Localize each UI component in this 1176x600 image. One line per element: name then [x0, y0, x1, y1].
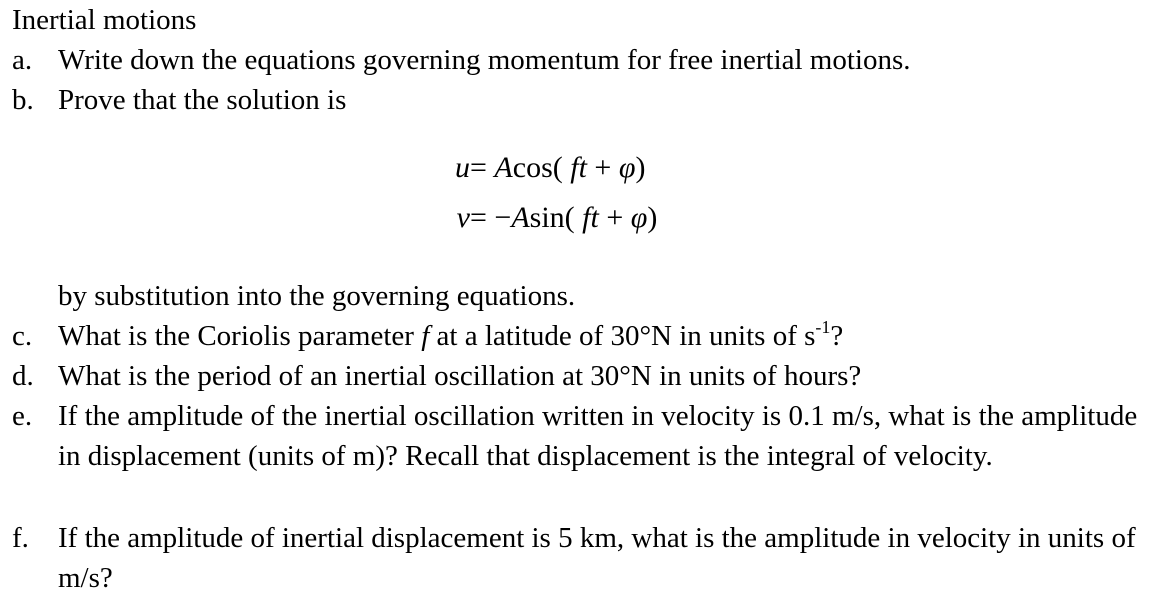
question-f-marker: f. — [12, 522, 29, 554]
question-f — [12, 518, 1152, 598]
question-b-marker: b. — [12, 84, 34, 116]
question-b-continuation: by substitution into the governing equations. — [58, 280, 576, 312]
question-d-text: What is the period of an inertial oscillation at 30°N in units of hours? — [58, 360, 862, 392]
equation-u-arg: ft — [562, 151, 587, 184]
question-a-text: Write down the equations governing momentum for free inertial motions. — [58, 44, 911, 76]
equation-v-plus: + — [598, 201, 631, 234]
equation-u — [440, 148, 840, 188]
question-c-text-after: at a latitude of 30°N in units of s — [429, 320, 816, 352]
document-title: Inertial motions — [12, 4, 197, 36]
equation-v-lhs: v — [456, 201, 470, 234]
question-e-marker: e. — [12, 400, 33, 432]
question-c-variable: f — [421, 320, 430, 352]
question-e — [12, 396, 1152, 476]
equation-v — [440, 198, 840, 238]
equation-u-rhs — [470, 148, 645, 188]
equation-v-rhs — [470, 198, 657, 238]
question-f-text: If the amplitude of inertial displacement is 5 km, what is the amplitude in velocity in units of m/s? — [58, 522, 1136, 594]
equation-u-equals: = — [470, 151, 495, 184]
question-c-end: ? — [830, 320, 844, 352]
equation-v-amplitude: A — [511, 201, 530, 234]
question-b — [12, 80, 1152, 120]
question-c — [12, 316, 1152, 356]
equation-u-plus: + — [586, 151, 619, 184]
equation-v-arg: ft — [574, 201, 599, 234]
question-a — [12, 40, 1152, 80]
question-c-superscript: -1 — [815, 317, 831, 337]
equation-v-function: sin( — [529, 201, 575, 234]
question-a-marker: a. — [12, 44, 33, 76]
question-d-marker: d. — [12, 360, 34, 392]
question-d — [12, 356, 1152, 396]
equation-v-close: ) — [647, 201, 658, 234]
equation-u-lhs: u — [455, 151, 470, 184]
question-c-marker: c. — [12, 320, 33, 352]
question-c-text-before: What is the Coriolis parameter — [58, 320, 422, 352]
question-c-text — [58, 316, 1152, 356]
question-e-text: If the amplitude of the inertial oscillation written in velocity is 0.1 m/s, what is the amplitude in displacement (units of m)? Recall that displacement is the integral of velocity. — [58, 400, 1138, 472]
equation-u-function: cos( — [512, 151, 563, 184]
equation-u-close: ) — [635, 151, 646, 184]
equation-u-amplitude: A — [494, 151, 513, 184]
equation-v-phase: φ — [630, 201, 648, 234]
equation-u-phase: φ — [618, 151, 636, 184]
equation-v-equals: = − — [470, 201, 512, 234]
question-b-text: Prove that the solution is — [58, 84, 347, 116]
